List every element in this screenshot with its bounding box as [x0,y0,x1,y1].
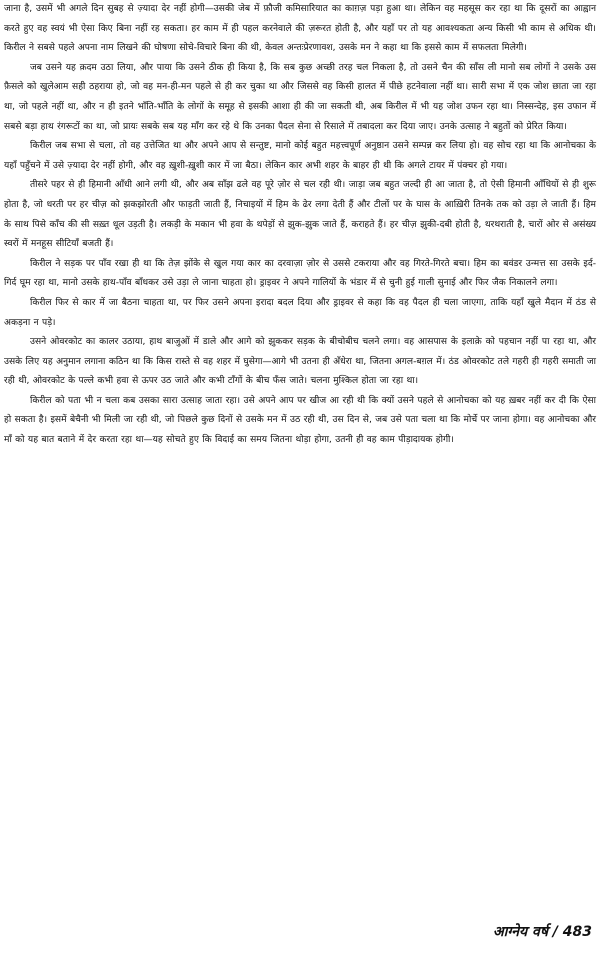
paragraph-8: किरील को पता भी न चला कब उसका सारा उत्साह जाता रहा। उसे अपने आप पर खीज आ रही थी कि क्यों उसने पहले से आनोचका को यह ख़बर नहीं कर दी कि ऐसा हो सकता है। इसमें बेचैनी भी मिली जा रही थी, जो पिछले कुछ दिनों से उसके मन में उठ रही थी, उस दिन से, जब उसे पता चला था कि मोर्चे पर जाना होगा। वह आनोचका और माँ को यह बात बताने में देर करता रहा था—यह सोचते हुए कि विदाई का समय जितना थोड़ा होगा, उतनी ही वह काम पीड़ादायक होगी। [4,395,596,446]
paragraph-3: किरील जब सभा से चला, तो वह उत्तेजित था और अपने आप से सन्तुष्ट, मानो कोई बहुत महत्त्वपूर्ण अनुष्ठान उसने सम्पन्न कर लिया हो। वह सोच रहा था कि आनोचका के यहाँ पहुँचने में उसे ज़्यादा देर नहीं होगी, और वह ख़ुशी-ख़ुशी कार में जा बैठा। लेकिन कार अभी शहर के बाहर ही थी कि अगले टायर में पंक्चर हो गया। [4,141,596,171]
paragraph-2: जब उसने यह क़दम उठा लिया, और पाया कि उसने ठीक ही किया है, कि सब कुछ अच्छी तरह चल निकला है, तो उसने चैन की साँस ली मानो सब लोगों ने उसके उस फ़ैसले को खुलेआम सही ठहराया हो, जो वह मन-ही-मन पहले से ही कर चुका था और जिससे वह किसी हालत में पीछे हटनेवाला नहीं था। सारी सभा में एक जोश छाता जा रहा था, जो पहले नहीं था, और न ही इतने भाँति-भाँति के लोगों के समूह से इसकी आशा ही की जा सकती थी, अब किरील में भी यह जोश उफन रहा था। निस्सन्देह, इस उफान में सबसे बड़ा हाथ रंगरूटों का था, जो प्रायः सबके सब यह माँग कर रहे थे कि उनका पैदल सेना से रिसाले में तबादला कर दिया जाए। उनके उत्साह ने बहुतों को प्रेरित किया। [4,62,596,132]
book-page [4,0,596,959]
paragraph-4: तीसरे पहर से ही हिमानी आँधी आने लगी थी, और अब साँझ ढले वह पूरे ज़ोर से चल रही थी। जाड़ा जब बहुत जल्दी ही आ जाता है, तो ऐसी हिमानी आँधियों से ही शुरू होता है, जो धरती पर हर चीज़ को झकझोरती और फाड़ती जाती हैं, निचाइयों में हिम के ढेर लगा देती हैं और टीलों पर के घास के आख़िरी तिनके तक को उड़ा ले जाती हैं। हिम के साथ पिसे काँच की सी सख़्त धूल उड़ती है। लकड़ी के मकान भी हवा के थपेड़ों से झुक-झुक जाते हैं, कराहते हैं। हर चीज़ झुकी-दबी होती है, थरथराती है, चारों ओर से असंख्य स्वरों में मनहूस सीटियाँ बजती हैं। [4,180,596,250]
paragraph-5: किरील ने सड़क पर पाँव रखा ही था कि तेज़ झोंके से खुल गया कार का दरवाज़ा ज़ोर से उससे टकराया और वह गिरते-गिरते बचा। हिम का बवंडर उन्मत्त सा उसके इर्द-गिर्द घूम रहा था, मानो उसके हाथ-पाँव बाँधकर उसे उड़ा ले जाना चाहता हो। ड्राइवर ने अपने गालियों के भंडार में से चुनी हुई गाली सुनाई और फिर जैक निकालने लगा। [4,258,596,289]
paragraph-7: उसने ओवरकोट का कालर उठाया, हाथ बाजुओं में डाले और आगे को झुककर सड़क के बीचोबीच चलने लगा। वह आसपास के इलाक़े को पहचान नहीं पा रहा था, और उसके लिए यह अनुमान लगाना कठिन था कि किस रास्ते से वह शहर में घुसेगा—आगे भी उतना ही अँधेरा था, जितना अगल-बग़ल में। ठंड ओवरकोट तले गहरी ही गहरी समाती जा रही थी, ओवरकोट के पल्ले कभी हवा से ऊपर उठ जाते और कभी टाँगों के बीच फँस जाते। चलना मुश्किल होता जा रहा था। [4,337,596,387]
page-footer-running-title: आग्नेय वर्ष / 483 [493,924,592,940]
paragraph-6: किरील फिर से कार में जा बैठना चाहता था, पर फिर उसने अपना इरादा बदल दिया और ड्राइवर से कहा कि वह पैदल ही चला जाएगा, ताकि यहाँ खुले मैदान में ठंड से अकड़ना न पड़े। [4,297,596,328]
paragraph-1: जाना है, उसमें भी अगले दिन सुबह से ज़्यादा देर नहीं होगी—उसकी जेब में फ़ौजी कमिसारियात का काग़ज़ पड़ा हुआ था। लेकिन वह महसूस कर रहा था कि दूसरों का आह्वान करते हुए वह स्वयं भी ऐसा किए बिना नहीं रह सकता। हर काम में ही पहल करनेवाले की ज़रूरत होती है, और यहाँ पर तो यह आवश्यकता अन्य किसी भी काम से अधिक थी। किरील ने सबसे पहले अपना नाम लिखने की घोषणा सोचे-विचारे बिना की थी, केवल अन्तःप्रेरणावश, उसके मन ने कहा था कि इससे काम में सफलता मिलेगी। [4,4,596,54]
